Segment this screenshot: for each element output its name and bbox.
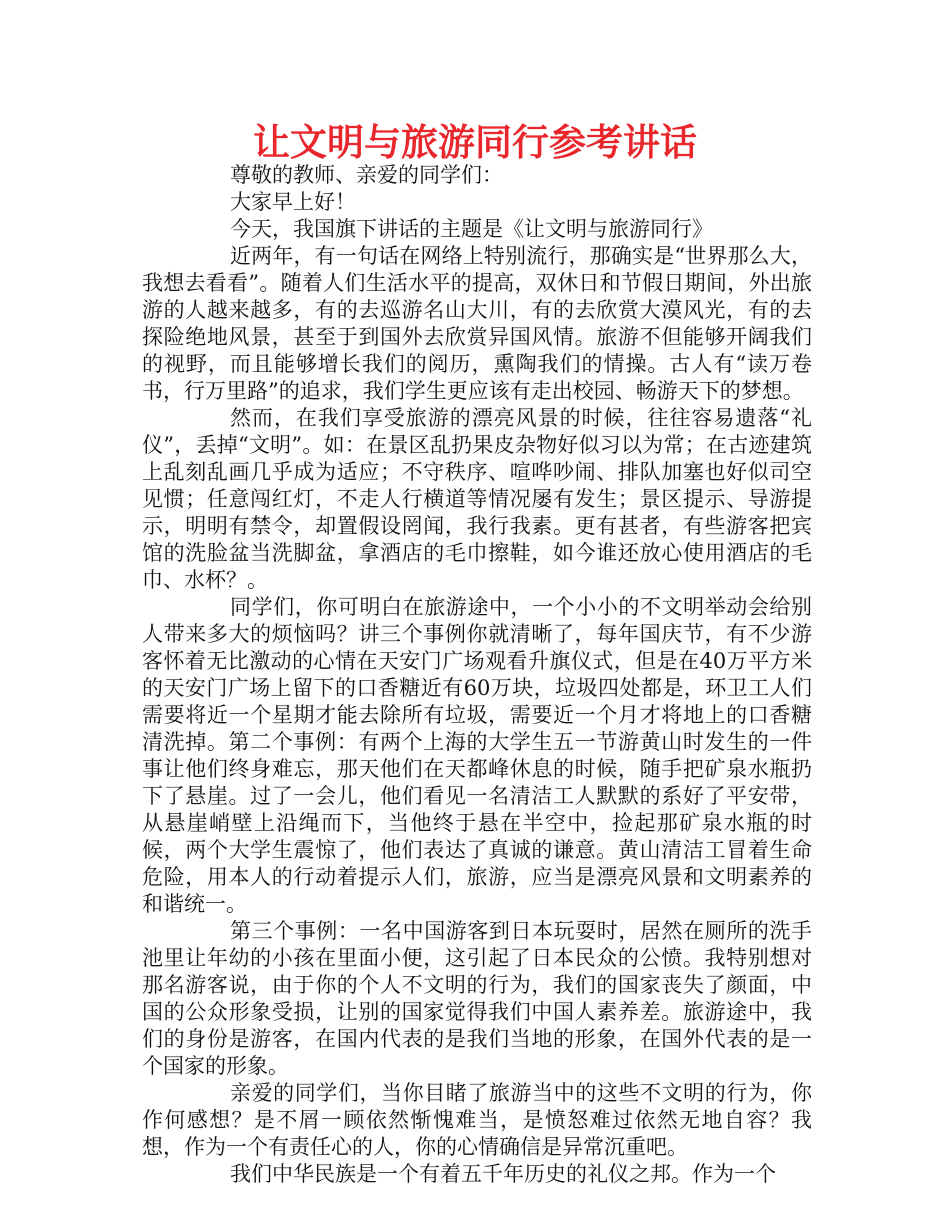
document-title: 让文明与旅游同行参考讲话 xyxy=(253,121,697,164)
body-paragraph: 然而，在我们享受旅游的漂亮风景的时候，往往容易遗落“礼仪”，丢掉“文明”。如：在景区乱扔果皮杂物好似习以为常；在古迹建筑上乱刻乱画几乎成为适应；不守秩序、喧哗吵闹、排队加塞也好似司空见惯；任意闯红灯，不走人行横道等情况屡有发生；景区提示、导游提示，明明有禁令，却置假设罔闻，我行我素。更有甚者，有些游客把宾馆的洗脸盆当洗脚盆，拿酒店的毛巾擦鞋，如今谁还放心使用酒店的毛巾、水杯？。 xyxy=(142,406,812,592)
body-paragraph: 第三个事例：一名中国游客到日本玩耍时，居然在厕所的洗手池里让年幼的小孩在里面小便，这引起了日本民众的公愤。我特别想对那名游客说，由于你的个人不文明的行为，我们的国家丧失了颜面，中国的公众形象受损，让别的国家觉得我们中国人素养差。旅游途中，我们的身份是游客，在国内代表的是我们当地的形象，在国外代表的是一个国家的形象。 xyxy=(142,919,812,1078)
body-paragraph: 同学们，你可明白在旅游途中，一个小小的不文明举动会给别人带来多大的烦恼吗？讲三个事例你就清晰了，每年国庆节，有不少游客怀着无比激动的心情在天安门广场观看升旗仪式，但是在40万平方米的天安门广场上留下的口香糖近有60万块，垃圾四处都是，环卫工人们需要将近一个星期才能去除所有垃圾，需要近一个月才将地上的口香糖清洗掉。第二个事例：有两个上海的大学生五一节游黄山时发生的一件事让他们终身难忘，那天他们在天都峰休息的时候，随手把矿泉水瓶扔下了悬崖。过了一会儿，他们看见一名清洁工人默默的系好了平安带，从悬崖峭壁上沿绳而下，当他终于悬在半空中，捡起那矿泉水瓶的时候，两个大学生震惊了，他们表达了真诚的谦意。黄山清洁工冒着生命危险，用本人的行动着提示人们，旅游，应当是漂亮风景和文明素养的和谐统一。 xyxy=(142,595,812,916)
document-body xyxy=(142,162,812,1188)
topic-paragraph: 今天，我国旗下讲话的主题是《让文明与旅游同行》 xyxy=(230,217,713,241)
salutation-paragraph: 尊敬的教师、亲爱的同学们： xyxy=(230,163,503,187)
greeting-paragraph: 大家早上好！ xyxy=(230,190,356,214)
body-paragraph: 亲爱的同学们，当你目睹了旅游当中的这些不文明的行为，你作何感想？是不屑一顾依然惭愧难当，是愤怒难过依然无地自容？我想，作为一个有责任心的人，你的心情确信是异常沉重吧。 xyxy=(142,1081,812,1159)
body-paragraph: 我们中华民族是一个有着五千年历史的礼仪之邦。作为一个 xyxy=(230,1162,776,1186)
body-paragraph: 近两年，有一句话在网络上特别流行，那确实是“世界那么大，我想去看看”。随着人们生活水平的提高，双休日和节假日期间，外出旅游的人越来越多，有的去巡游名山大川，有的去欣赏大漠风光，有的去探险绝地风景，甚至于到国外去欣赏异国风情。旅游不但能够开阔我们的视野，而且能够增长我们的阅历，熏陶我们的情操。古人有“读万卷书，行万里路”的追求，我们学生更应该有走出校园、畅游天下的梦想。 xyxy=(142,244,812,403)
